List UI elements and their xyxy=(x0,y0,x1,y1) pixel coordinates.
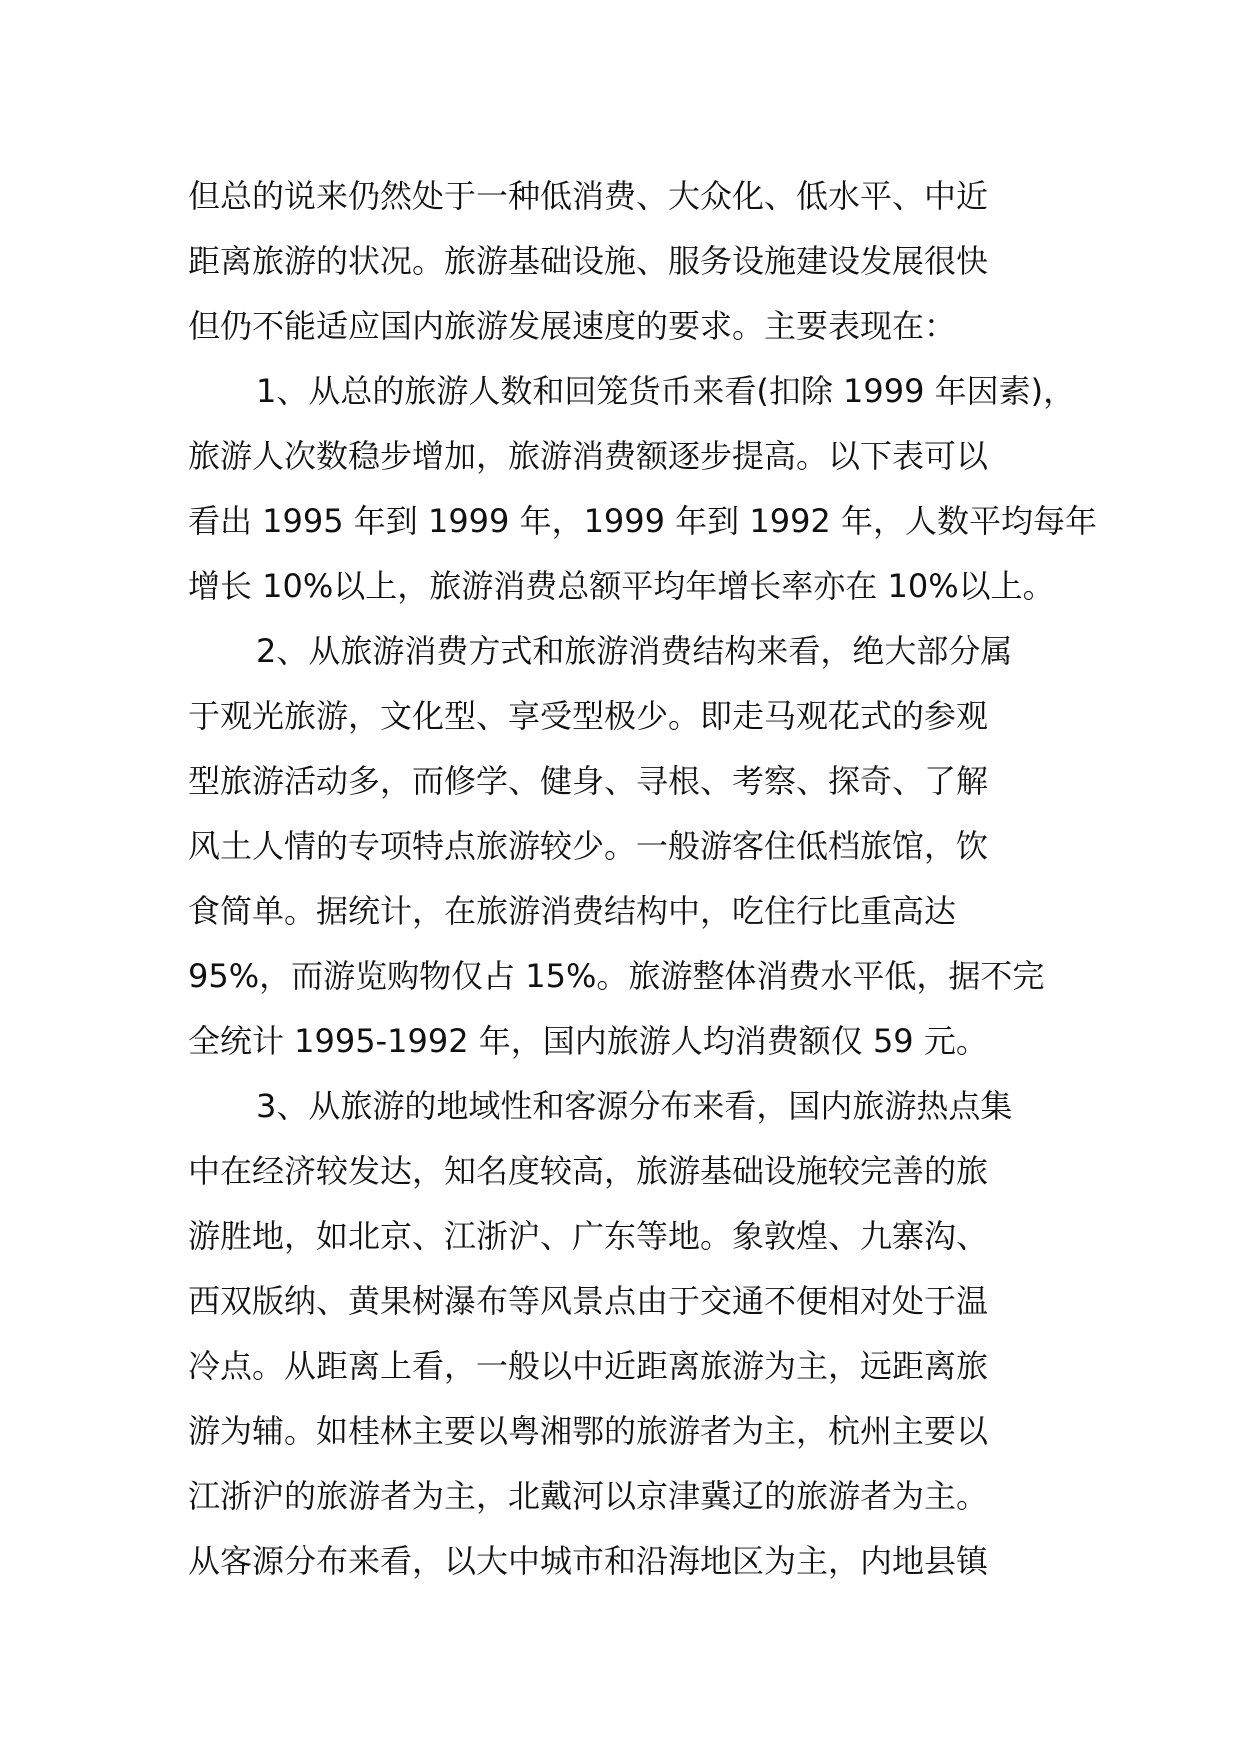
text-line: 风土人情的专项特点旅游较少。一般游客住低档旅馆，饮 xyxy=(188,827,989,865)
text-line: 型旅游活动多，而修学、健身、寻根、考察、探奇、了解 xyxy=(188,762,989,800)
text-line: 全统计 1995-1992 年，国内旅游人均消费额仅 59 元。 xyxy=(188,1022,988,1060)
paragraph-3-first-line: 3、从旅游的地域性和客源分布来看，国内旅游热点集 xyxy=(256,1087,1013,1125)
text-line: 95%，而游览购物仅占 15%。旅游整体消费水平低，据不完 xyxy=(188,957,1045,995)
text-line: 看出 1995 年到 1999 年，1999 年到 1992 年，人数平均每年 xyxy=(188,502,1097,540)
text-line: 中在经济较发达，知名度较高，旅游基础设施较完善的旅 xyxy=(188,1152,989,1190)
text-line: 于观光旅游，文化型、享受型极少。即走马观花式的参观 xyxy=(188,697,989,735)
text-line: 旅游人次数稳步增加，旅游消费额逐步提高。以下表可以 xyxy=(188,437,989,475)
text-line: 但总的说来仍然处于一种低消费、大众化、低水平、中近 xyxy=(188,177,989,215)
text-line: 西双版纳、黄果树瀑布等风景点由于交通不便相对处于温 xyxy=(188,1282,989,1320)
paragraph-1-first-line: 1、从总的旅游人数和回笼货币来看(扣除 1999 年因素)， xyxy=(256,372,1076,410)
paragraph-2-first-line: 2、从旅游消费方式和旅游消费结构来看，绝大部分属 xyxy=(256,632,1013,670)
text-line: 游为辅。如桂林主要以粤湘鄂的旅游者为主，杭州主要以 xyxy=(188,1412,989,1450)
body-text xyxy=(188,164,1097,1594)
text-line: 江浙沪的旅游者为主，北戴河以京津冀辽的旅游者为主。 xyxy=(188,1477,989,1515)
text-line: 食简单。据统计，在旅游消费结构中，吃住行比重高达 xyxy=(188,892,957,930)
text-line: 增长 10%以上，旅游消费总额平均年增长率亦在 10%以上。 xyxy=(188,567,1055,605)
text-line: 冷点。从距离上看，一般以中近距离旅游为主，远距离旅 xyxy=(188,1347,989,1385)
text-line: 距离旅游的状况。旅游基础设施、服务设施建设发展很快 xyxy=(188,242,989,280)
text-line: 但仍不能适应国内旅游发展速度的要求。主要表现在： xyxy=(188,307,957,345)
text-line: 游胜地，如北京、江浙沪、广东等地。象敦煌、九寨沟、 xyxy=(188,1217,989,1255)
text-line: 从客源分布来看，以大中城市和沿海地区为主，内地县镇 xyxy=(188,1542,989,1580)
